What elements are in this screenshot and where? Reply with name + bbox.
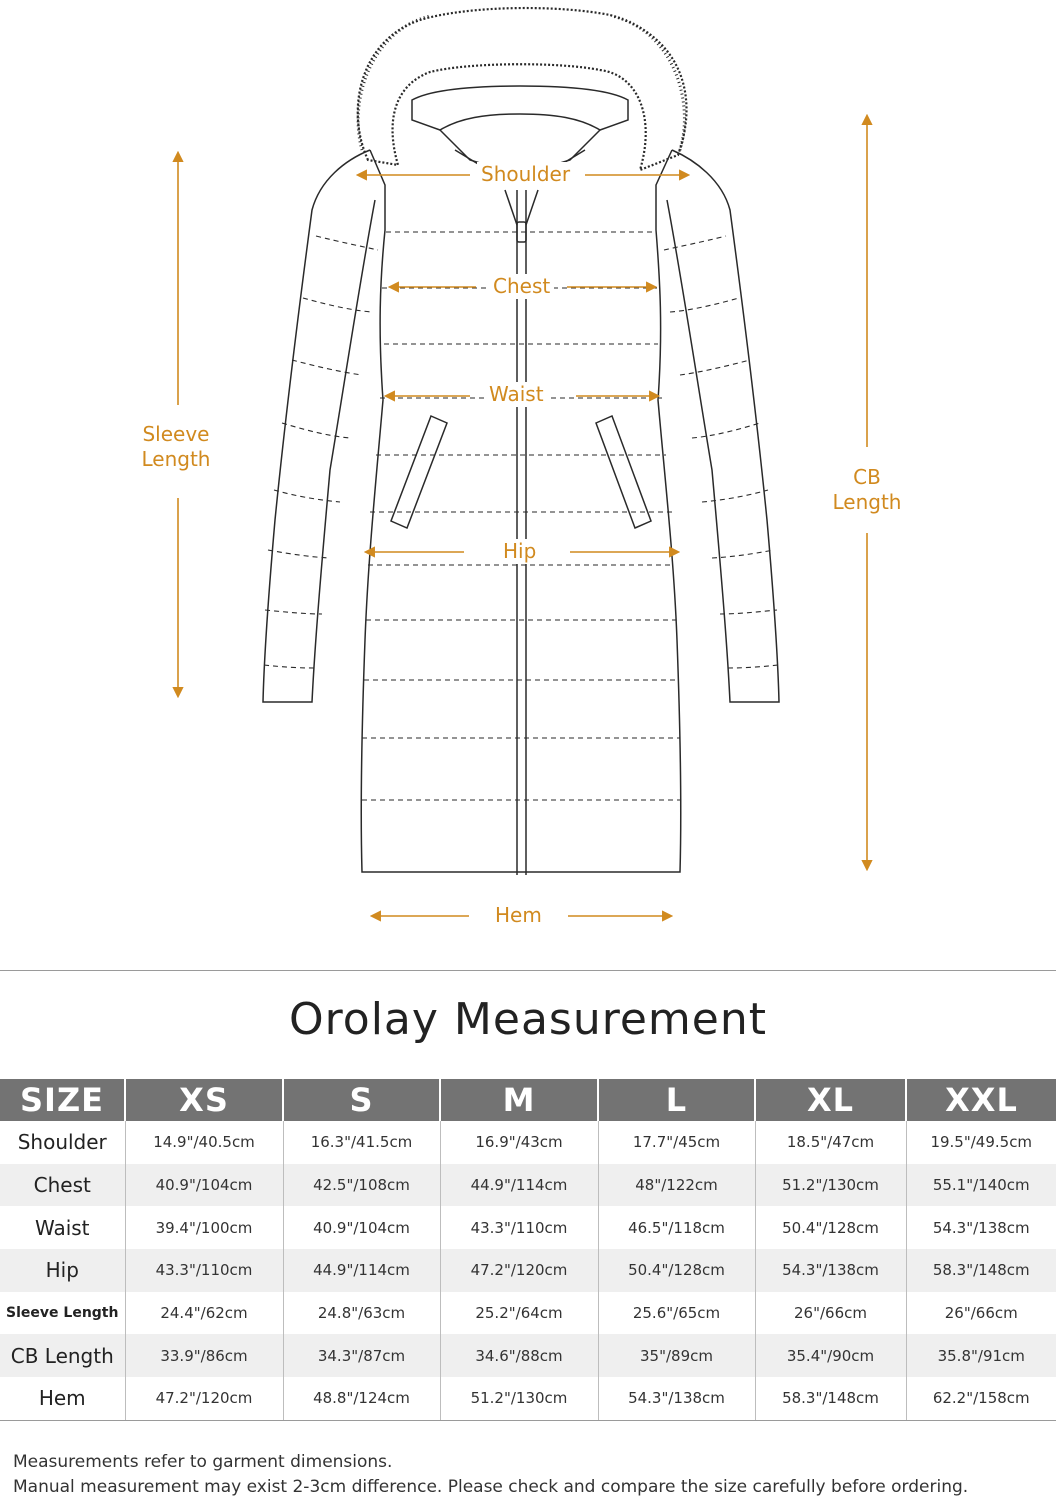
cb-label-line2: Length (832, 490, 902, 514)
table-cell: 47.2"/120cm (440, 1249, 598, 1292)
table-cell: 33.9"/86cm (125, 1334, 283, 1377)
table-cell: 44.9"/114cm (283, 1249, 440, 1292)
table-cell: 17.7"/45cm (598, 1121, 755, 1164)
size-chart-table (0, 1079, 1056, 1421)
header-s: S (283, 1079, 440, 1121)
table-cell: 58.3"/148cm (755, 1377, 906, 1420)
header-xl: XL (755, 1079, 906, 1121)
table-row (0, 1121, 1056, 1164)
table-row (0, 1164, 1056, 1207)
table-cell: 48.8"/124cm (283, 1377, 440, 1420)
table-cell: 34.6"/88cm (440, 1334, 598, 1377)
table-cell: 43.3"/110cm (125, 1249, 283, 1292)
row-label: CB Length (0, 1334, 125, 1377)
table-cell: 55.1"/140cm (906, 1164, 1056, 1207)
note-line-1: Measurements refer to garment dimensions. (13, 1452, 393, 1472)
cb-length-label (828, 465, 906, 515)
waist-label: Waist (485, 382, 548, 407)
table-cell: 62.2"/158cm (906, 1377, 1056, 1420)
header-l: L (598, 1079, 755, 1121)
hem-label: Hem (491, 903, 546, 928)
table-cell: 39.4"/100cm (125, 1206, 283, 1249)
table-cell: 35"/89cm (598, 1334, 755, 1377)
sleeve-label-line1: Sleeve (142, 422, 210, 446)
coat-outline (263, 8, 779, 875)
table-cell: 50.4"/128cm (598, 1249, 755, 1292)
section-divider (0, 970, 1056, 971)
table-cell: 43.3"/110cm (440, 1206, 598, 1249)
table-cell: 26"/66cm (755, 1292, 906, 1335)
table-cell: 34.3"/87cm (283, 1334, 440, 1377)
table-cell: 25.2"/64cm (440, 1292, 598, 1335)
cb-label-line1: CB (853, 465, 881, 489)
table-cell: 44.9"/114cm (440, 1164, 598, 1207)
quilting-lines (264, 232, 778, 800)
table-cell: 54.3"/138cm (755, 1249, 906, 1292)
sleeve-length-label (138, 422, 214, 472)
header-xs: XS (125, 1079, 283, 1121)
table-cell: 40.9"/104cm (283, 1206, 440, 1249)
row-label: Shoulder (0, 1121, 125, 1164)
table-cell: 47.2"/120cm (125, 1377, 283, 1420)
table-cell: 40.9"/104cm (125, 1164, 283, 1207)
table-cell: 54.3"/138cm (906, 1206, 1056, 1249)
table-cell: 26"/66cm (906, 1292, 1056, 1335)
table-cell: 18.5"/47cm (755, 1121, 906, 1164)
table-row (0, 1334, 1056, 1377)
table-cell: 25.6"/65cm (598, 1292, 755, 1335)
table-cell: 42.5"/108cm (283, 1164, 440, 1207)
hip-label: Hip (499, 539, 540, 564)
header-m: M (440, 1079, 598, 1121)
table-cell: 24.4"/62cm (125, 1292, 283, 1335)
table-cell: 50.4"/128cm (755, 1206, 906, 1249)
measure-arrows (178, 116, 867, 916)
table-cell: 24.8"/63cm (283, 1292, 440, 1335)
fur-trim (358, 8, 687, 170)
row-label: Hip (0, 1249, 125, 1292)
table-cell: 54.3"/138cm (598, 1377, 755, 1420)
table-header-row (0, 1079, 1056, 1121)
row-label: Hem (0, 1377, 125, 1420)
row-label: Waist (0, 1206, 125, 1249)
note-line-2: Manual measurement may exist 2-3cm difference. Please check and compare the size carefully before ordering. (13, 1477, 969, 1497)
shoulder-label: Shoulder (477, 162, 574, 187)
header-xxl: XXL (906, 1079, 1056, 1121)
page-title: Orolay Measurement (289, 994, 767, 1045)
sleeve-label-line2: Length (141, 447, 211, 471)
table-cell: 14.9"/40.5cm (125, 1121, 283, 1164)
table-row (0, 1377, 1056, 1420)
header-size: SIZE (0, 1079, 125, 1121)
table-cell: 58.3"/148cm (906, 1249, 1056, 1292)
table-cell: 35.8"/91cm (906, 1334, 1056, 1377)
table-row (0, 1249, 1056, 1292)
table-row (0, 1206, 1056, 1249)
table-cell: 19.5"/49.5cm (906, 1121, 1056, 1164)
table-cell: 51.2"/130cm (440, 1377, 598, 1420)
table-cell: 51.2"/130cm (755, 1164, 906, 1207)
table-cell: 16.3"/41.5cm (283, 1121, 440, 1164)
table-row (0, 1292, 1056, 1335)
table-cell: 35.4"/90cm (755, 1334, 906, 1377)
table-cell: 48"/122cm (598, 1164, 755, 1207)
row-label: Chest (0, 1164, 125, 1207)
table-cell: 46.5"/118cm (598, 1206, 755, 1249)
chest-label: Chest (489, 274, 554, 299)
table-cell: 16.9"/43cm (440, 1121, 598, 1164)
row-label: Sleeve Length (0, 1292, 125, 1335)
